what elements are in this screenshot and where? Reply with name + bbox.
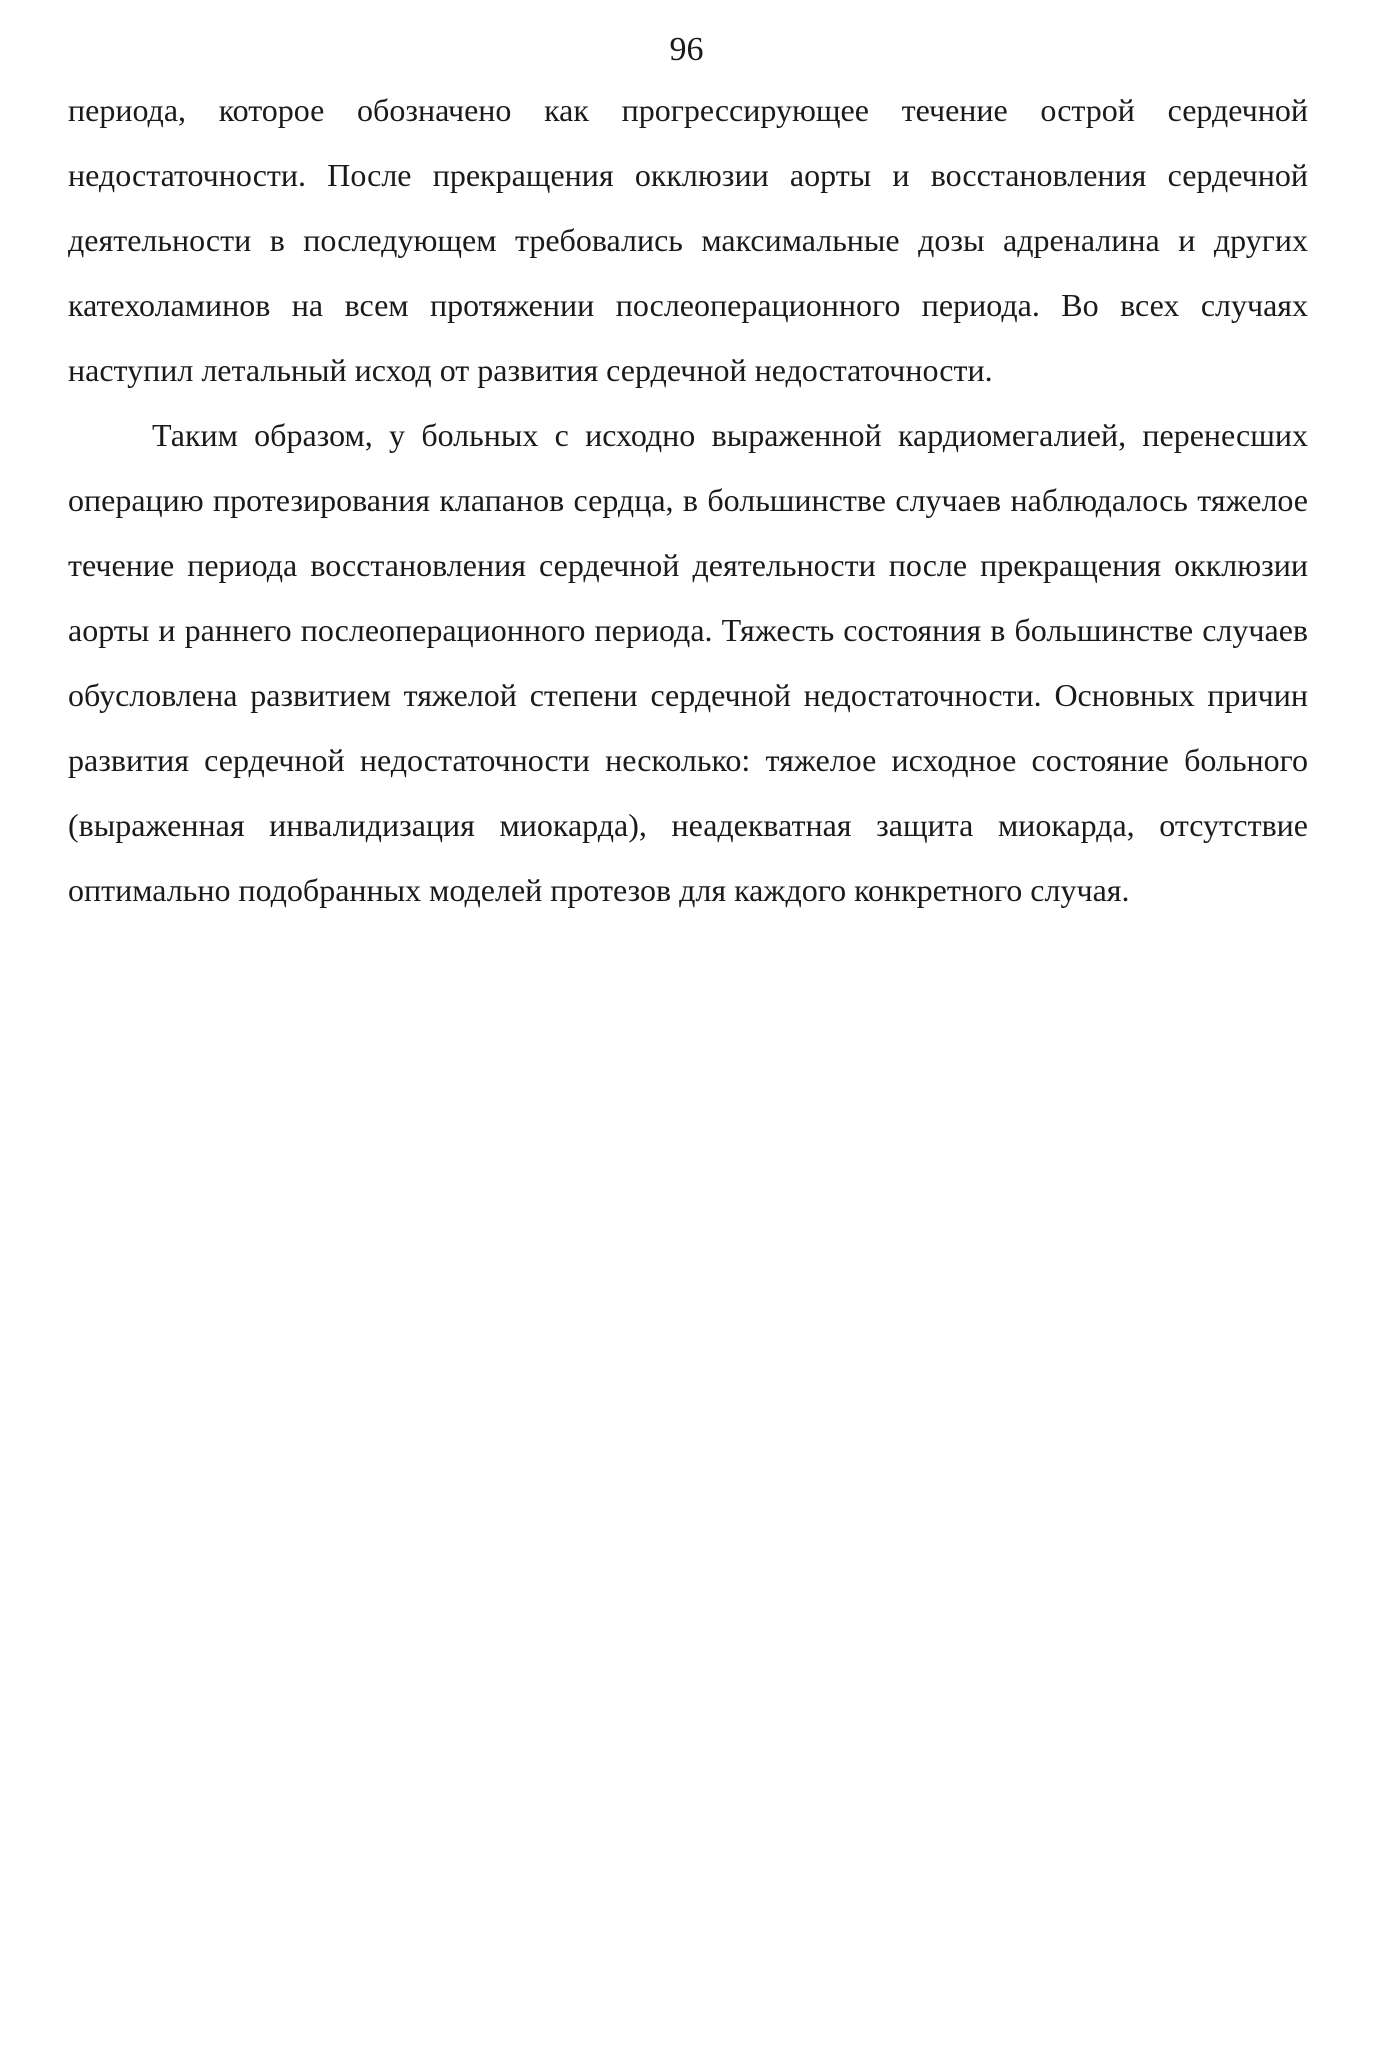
- page-number: 96: [669, 31, 704, 68]
- paragraph-conclusion: Таким образом, у больных с исходно выраженной кардиомегалией, перенесших операцию протезирования клапанов сердца, в большинстве случаев наблюдалось тяжелое течение периода восстановления сердечной деятельности после прекращения окклюзии аорты и раннего послеоперационного периода. Тяжесть состояния в большинстве случаев обусловлена развитием тяжелой степени сердечной недостаточности. Основных причин развития сердечной недостаточности несколько: тяжелое исходное состояние больного (выраженная инвалидизация миокарда), неадекватная защита миокарда, отсутствие оптимально подобранных моделей протезов для каждого конкретного случая.: [68, 417, 1308, 908]
- paragraph-continuation: периода, которое обозначено как прогрессирующее течение острой сердечной недостаточности. После прекращения окклюзии аорты и восстановления сердечной деятельности в последующем требовались максимальные дозы адреналина и других катехоламинов на всем протяжении послеоперационного периода. Во всех случаях наступил летальный исход от развития сердечной недостаточности.: [68, 92, 1308, 388]
- text-body: [68, 78, 1308, 923]
